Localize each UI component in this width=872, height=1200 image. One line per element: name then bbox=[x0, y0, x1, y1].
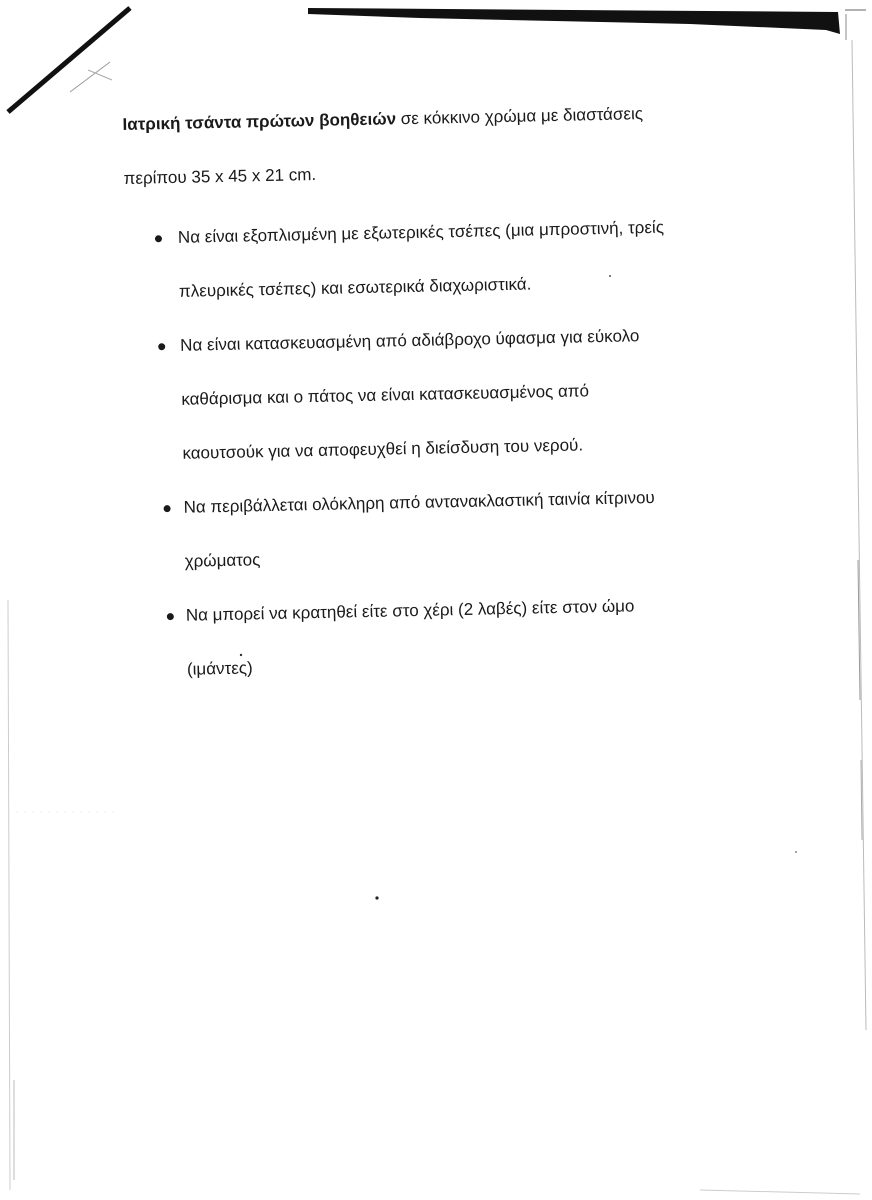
top-scan-bar bbox=[308, 8, 840, 34]
list-item bbox=[132, 577, 734, 698]
list-item-line: Να μπορεί να κρατηθεί είτε στο χέρι (2 λαβές) είτε στον ώμο bbox=[185, 596, 635, 625]
list-item-line: Να είναι εξοπλισμένη με εξωτερικές τσέπες (μια μπροστινή, τρείς bbox=[177, 217, 665, 247]
right-edge-line bbox=[852, 40, 866, 1030]
left-edge-line bbox=[8, 600, 10, 1190]
list-item-line: πλευρικές τσέπες) και εσωτερικά διαχωριστικά. bbox=[178, 274, 532, 301]
list-item-line: Να είναι κατασκευασμένη από αδιάβροχο ύφασμα για εύκολο bbox=[179, 326, 640, 355]
requirements-list bbox=[124, 199, 734, 697]
list-item-line: καουτσούκ για να αποφευχθεί η διείσδυση του νερού. bbox=[182, 435, 584, 463]
list-item bbox=[127, 307, 730, 482]
scan-speck bbox=[795, 851, 797, 853]
list-item-line: χρώματος bbox=[184, 550, 261, 571]
bullet-icon bbox=[167, 613, 174, 620]
bullet-icon bbox=[164, 505, 171, 512]
list-item bbox=[130, 469, 732, 590]
document-body bbox=[122, 85, 734, 697]
corner-fold-line bbox=[8, 8, 130, 112]
bullet-icon bbox=[155, 235, 162, 242]
item-title: Ιατρική τσάντα πρώτων βοηθειών bbox=[122, 109, 397, 134]
list-item-line: (ιμάντες) bbox=[186, 658, 253, 679]
scan-speck bbox=[375, 896, 378, 899]
list-item-line: Να περιβάλλεται ολόκληρη από αντανακλαστική ταινία κίτρινου bbox=[183, 487, 655, 517]
bullet-icon bbox=[158, 343, 165, 350]
intro-line-2: περίπου 35 x 45 x 21 cm. bbox=[123, 164, 317, 188]
intro-text: σε κόκκινο χρώμα με διαστάσεις bbox=[395, 104, 644, 129]
list-item bbox=[124, 199, 726, 320]
list-item-line: καθάρισμα και ο πάτος να είναι κατασκευασμένος από bbox=[181, 381, 590, 409]
